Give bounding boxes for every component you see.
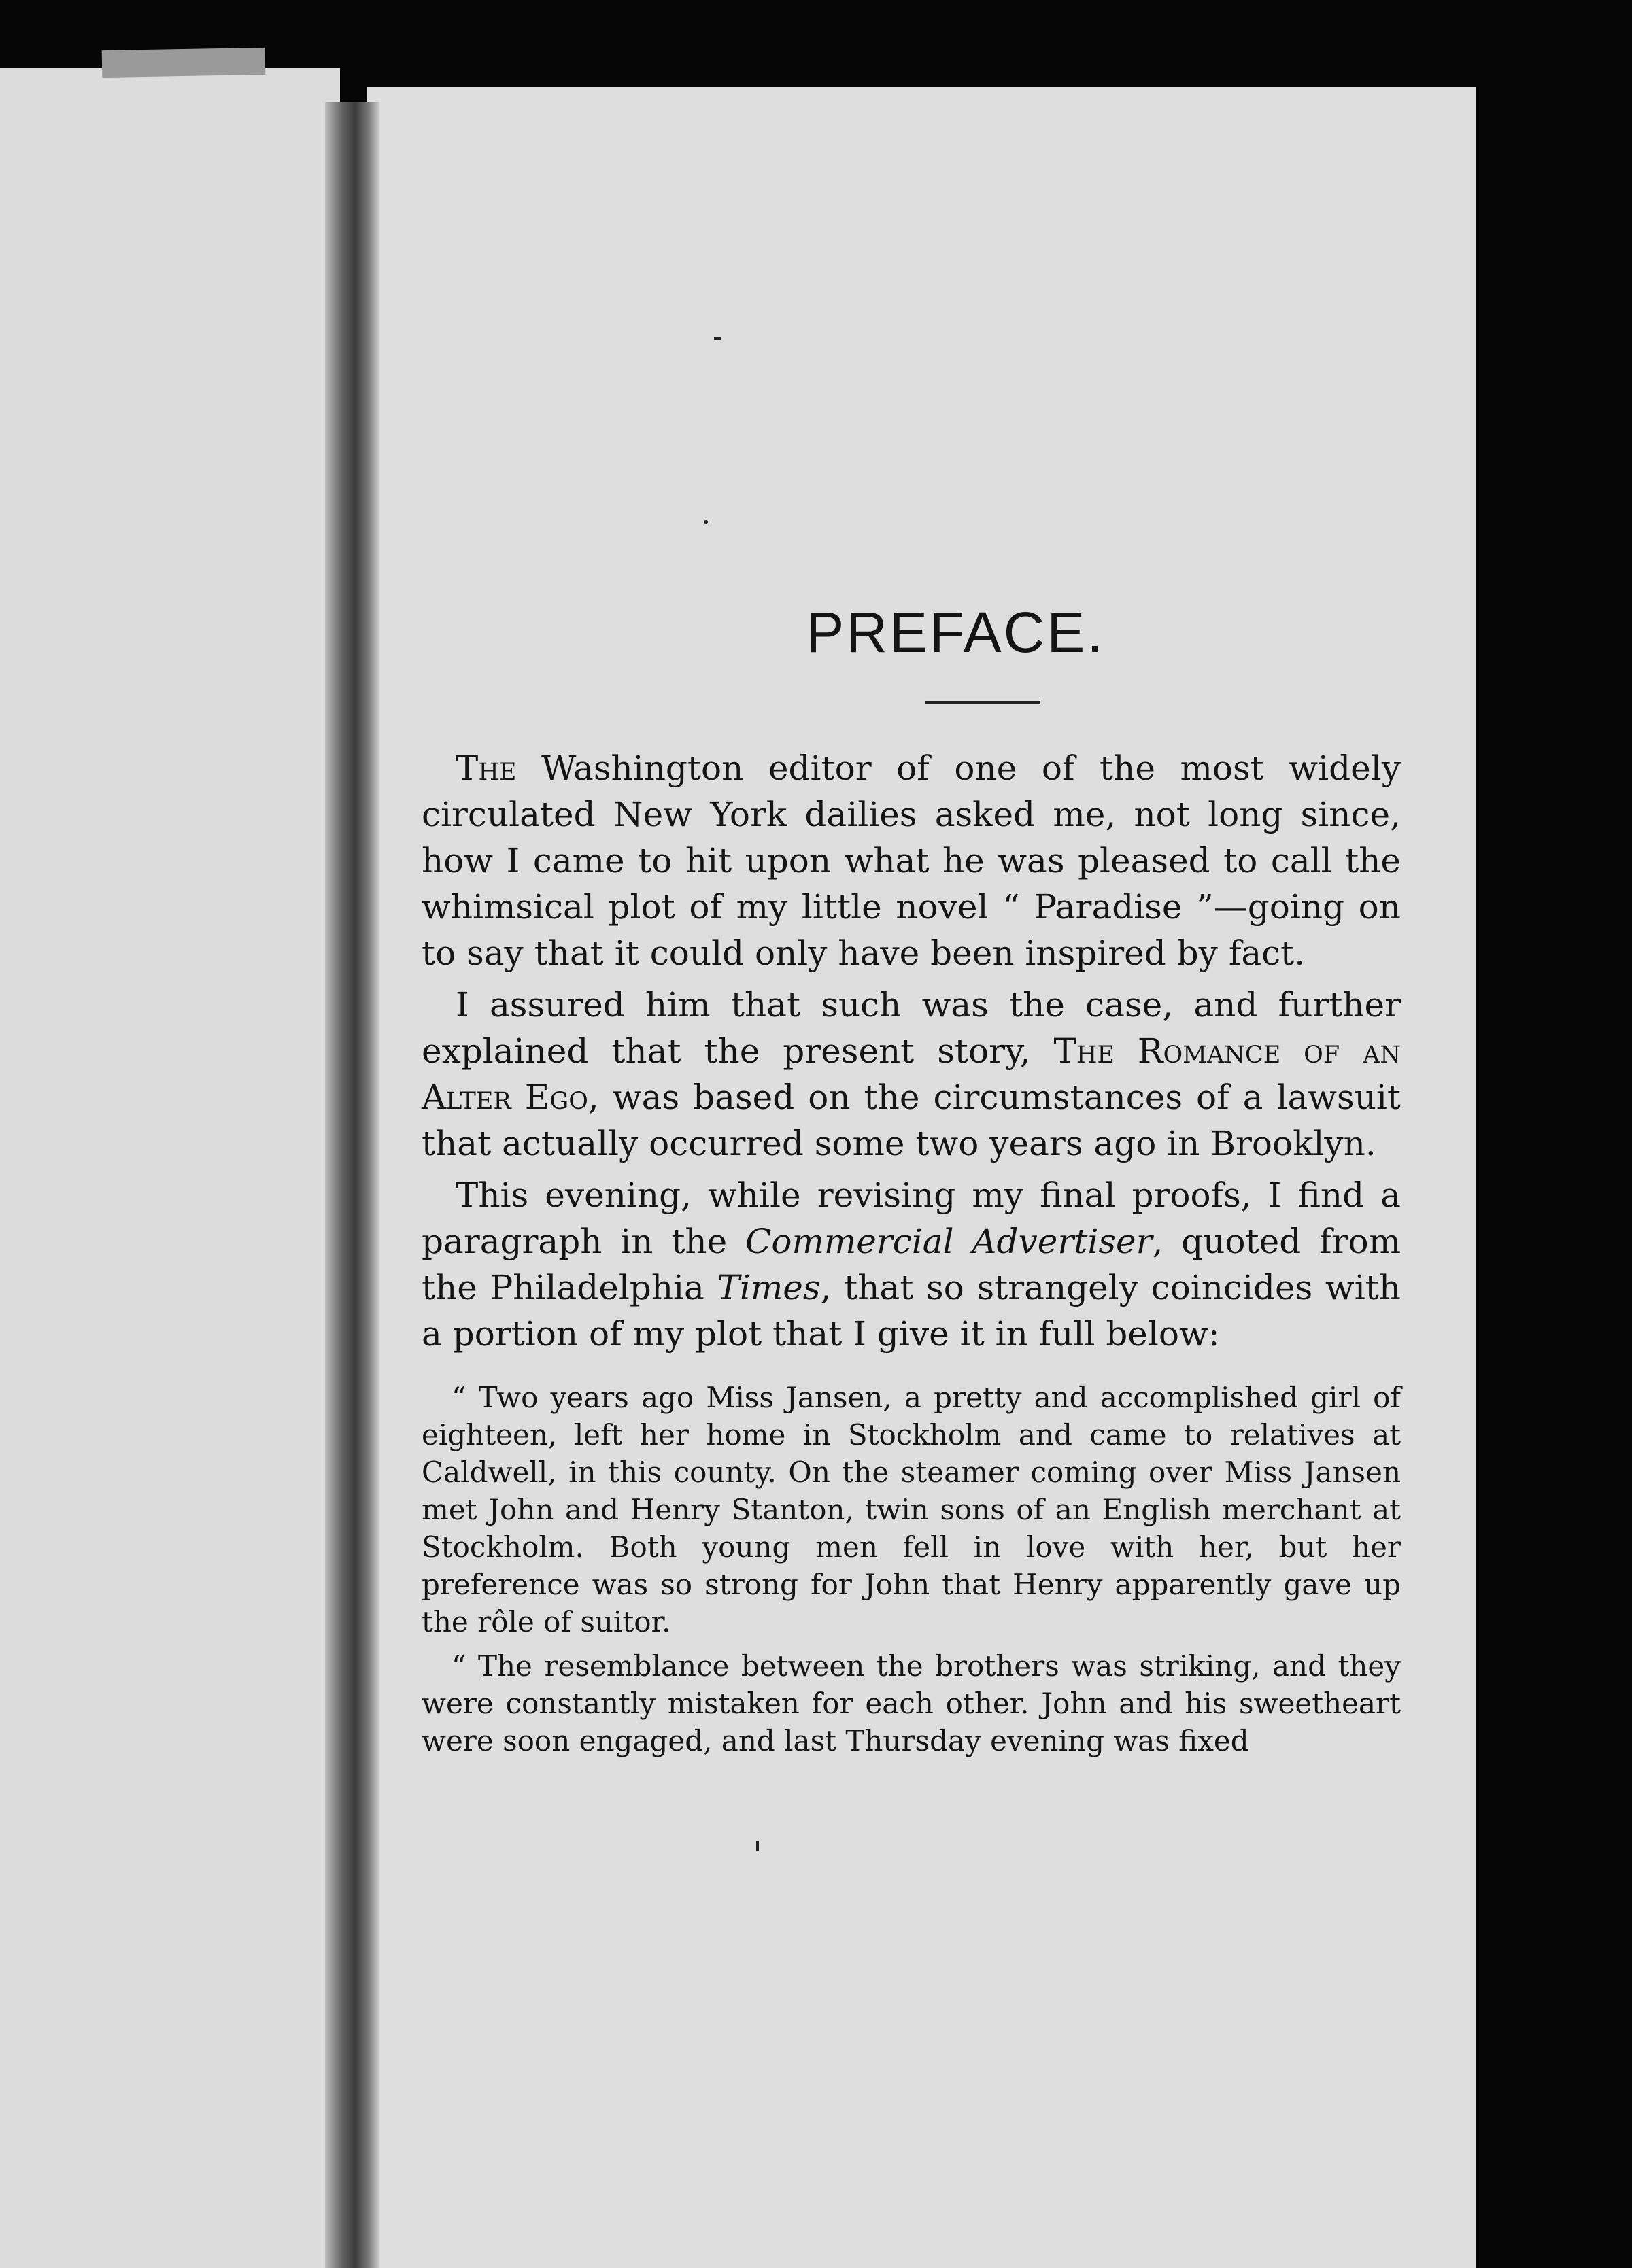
book-title: The Romance of an Alter Ego [422,1031,1401,1117]
book-gutter-shadow [325,102,379,2268]
paragraph-3 [422,1172,1401,1357]
quoted-paragraph-2: “ The resemblance between the brothers was striking, and they were constantly mistaken for each other. John and his sweetheart were soon engaged, and last Thursday evening was fixed [422,1649,1401,1757]
paragraph-2-before: I assured him that such was the case, and further explained that the present story, [422,984,1401,1071]
paragraph-3-before: This evening, while revising my final proofs, I find a paragraph in the [422,1175,1401,1261]
speck [756,1841,759,1851]
paragraph-2 [422,982,1401,1167]
page-title: PREFACE. [806,600,1105,664]
paragraph-1-text: Washington editor of one of the most widely circulated New York dailies asked me, not long since, how I came to hit upon what he was pleased to call the whimsical plot of my little novel “ Paradise ”—going on to say that it could only have been inspired by fact. [422,748,1401,973]
left-blank-page [0,68,340,2268]
quoted-paragraph-1: “ Two years ago Miss Jansen, a pretty and accomplished girl of eighteen, left her home in Stockholm and came to relatives at Caldwell, in this county. On the steamer coming over Miss Jansen met John and Henry Stanton, twin sons of an English merchant at Stockholm. Both young men fell in love with her, but her preference was so strong for John that Henry apparently gave up the rôle of suitor. [422,1380,1401,1638]
paragraph-1 [422,745,1401,976]
left-page-top-edge [102,48,266,78]
scan-background-edge [1476,0,1632,2268]
preface-text [422,598,1401,1759]
newspaper-name-2: Times [717,1267,821,1307]
speck [704,520,708,524]
paragraph-1-lead: The [456,748,517,788]
newspaper-name: Commercial Advertiser [745,1221,1153,1261]
speck [714,337,721,340]
paragraph-3-after: , that so strangely coincides with a portion of my plot that I give it in full below: [422,1267,1401,1354]
paragraph-3-middle: , quoted from the Philadelphia [422,1221,1401,1307]
paragraph-2-after: , was based on the circumstances of a lawsuit that actually occurred some two years ago in Brooklyn. [422,1077,1401,1163]
title-rule [925,701,1040,704]
